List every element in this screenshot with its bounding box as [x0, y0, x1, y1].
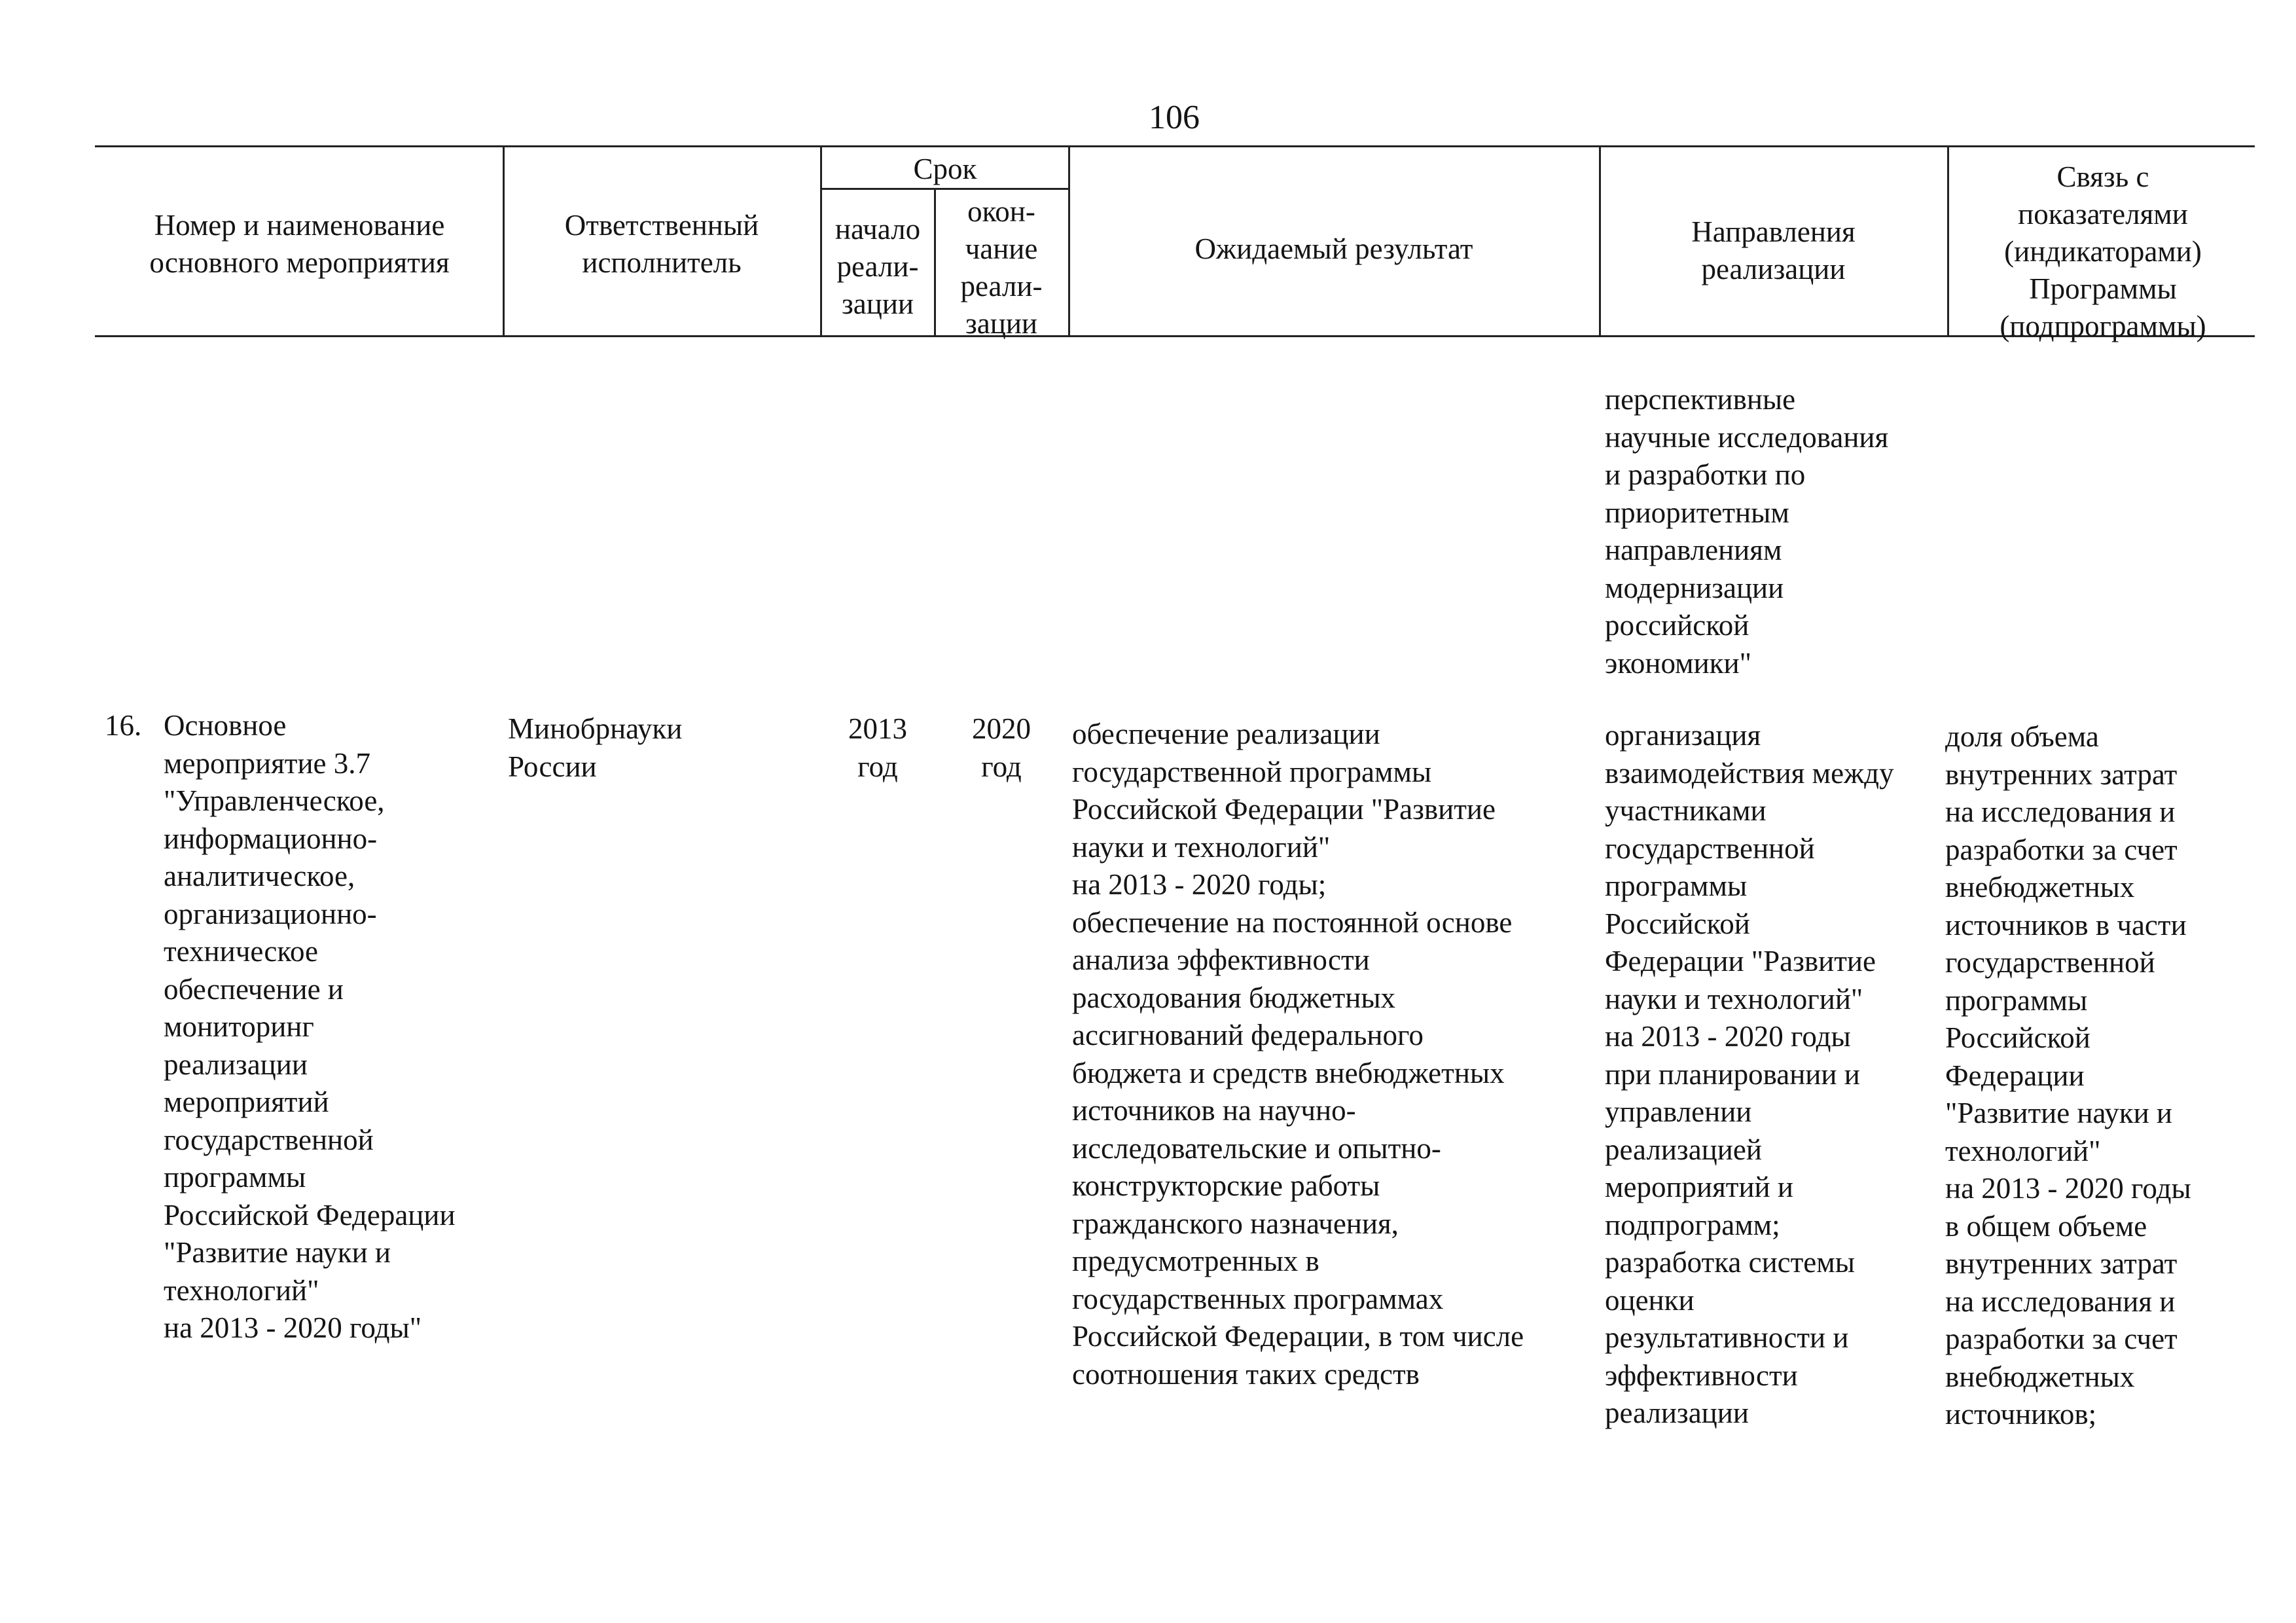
row-name: Основное мероприятие 3.7 "Управленческое, информационно- аналитическое, организационно- техническое обеспечение и мониторинг реализации мероприятий государственной программы Российской Федерации "Развитие науки и технологий" на 2013 - 2020 годы": [164, 709, 456, 1344]
header-top-line: [95, 145, 2255, 147]
term-divider-line: [821, 188, 1068, 190]
continuation-directions: перспективные научные исследования и разработки по приоритетным направлениям модернизации российской экономики": [1605, 383, 1889, 680]
header-bottom-line: [95, 335, 2255, 337]
row-executor: Минобрнауки России: [508, 712, 683, 783]
header-link: Связь с показателями (индикаторами) Программы (подпрограммы): [2000, 160, 2206, 342]
row-link: доля объема внутренних затрат на исследования и разработки за счет внебюджетных источников в части государственной программы Российской Федерации "Развитие науки и технологий" на 2013 - 2020 годы в общем объеме внутренних затрат на исследования и разработки за счет внебюджетных источников;: [1945, 720, 2191, 1431]
row-directions: организация взаимодействия между участниками государственной программы Российской Федерации "Развитие науки и технологий" на 2013 - 2020 годы при планировании и управлении реализацией мероприятий и подпрограмм; разработка системы оценки результативности и эффективности реализации: [1605, 719, 1894, 1429]
row-number: 16.: [105, 709, 142, 742]
row-result: обеспечение реализации государственной программы Российской Федерации "Развитие науки и технологий" на 2013 - 2020 годы; обеспечение на постоянной основе анализа эффективности расходования бюджетных ассигнований федерального бюджета и средств внебюджетных источников на научно- исследовательские и опытно- конструкторские работы гражданского назначения, предусмотренных в государственных программах Российской Федерации, в том числе соотношения таких средств: [1072, 718, 1524, 1391]
header-term: Срок: [913, 153, 977, 185]
row-end: 2020 год: [972, 712, 1031, 783]
header-executor: Ответственный исполнитель: [564, 209, 759, 279]
header-end: окон- чание реали- зации: [960, 195, 1043, 340]
header-start: начало реали- зации: [834, 213, 921, 320]
page-number: 106: [1149, 99, 1200, 136]
header-result: Ожидаемый результат: [1194, 232, 1473, 265]
header-name: Номер и наименование основного мероприятия: [149, 209, 450, 279]
row-start: 2013 год: [848, 712, 907, 783]
header-directions: Направления реализации: [1691, 215, 1856, 285]
